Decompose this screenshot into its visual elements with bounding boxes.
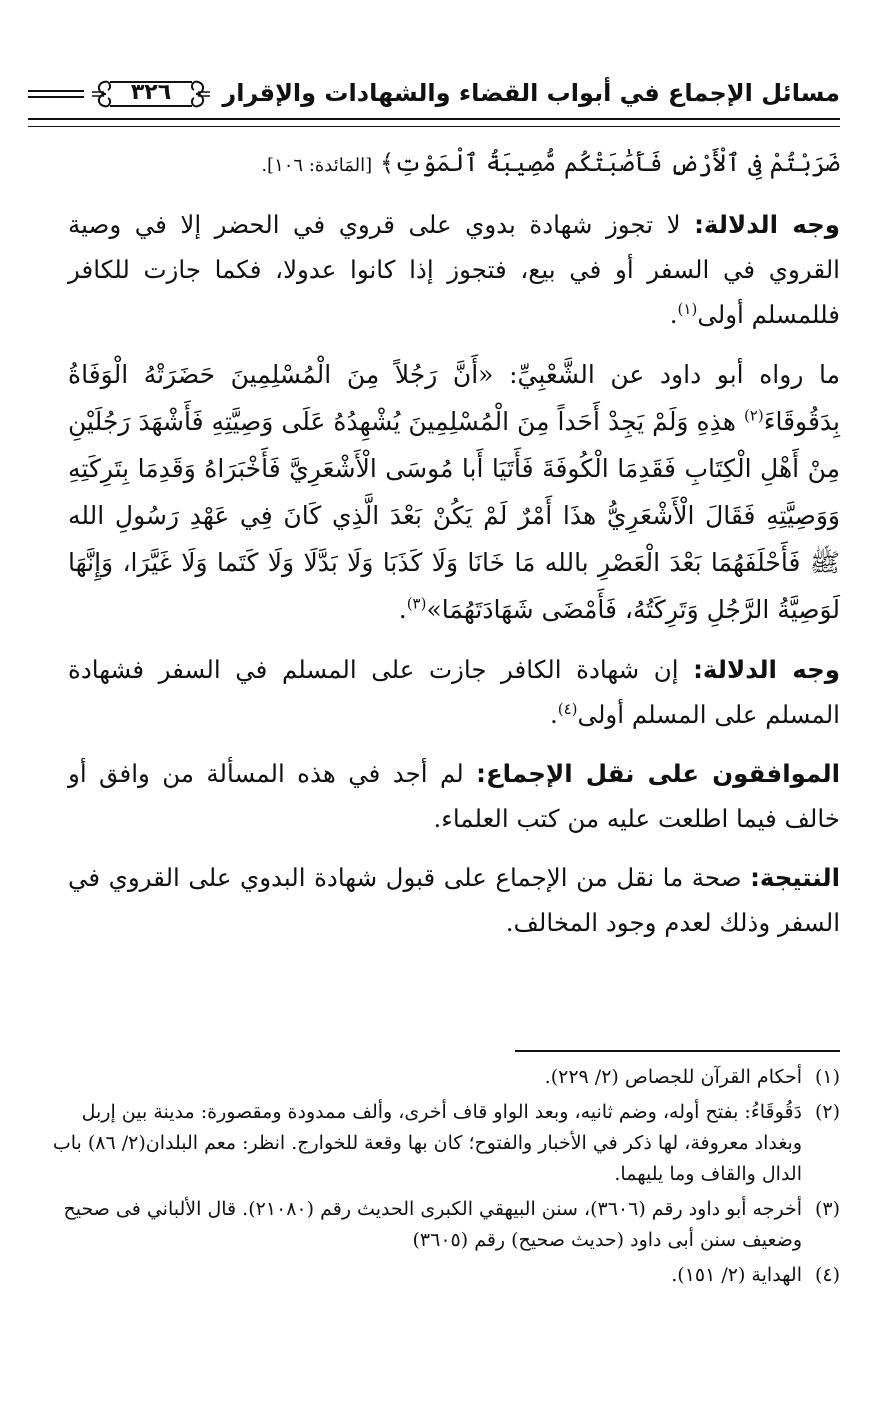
evidence-label: وجه الدلالة: bbox=[694, 210, 840, 239]
paragraph-end: . bbox=[669, 300, 678, 329]
footnote-number: (٣) bbox=[814, 1198, 840, 1220]
footnote-number: (٤) bbox=[814, 1264, 840, 1286]
footnote-number: (٢) bbox=[814, 1101, 840, 1123]
footnote-text: أخرجه أبو داود رقم (٣٦٠٦)، سنن البيهقي الكبرى الحديث رقم (٢١٠٨٠). قال الألباني فى صحيح وضعيف سنن أبى داود (حديث صحيح) رقم (٣٦٠٥) bbox=[63, 1198, 802, 1251]
paragraph-evidence-1 bbox=[68, 202, 840, 337]
footnote-text: أحكام القرآن للجصاص (٢/ ٢٢٩). bbox=[544, 1066, 802, 1088]
paragraph-result bbox=[68, 855, 840, 945]
footnotes bbox=[45, 1062, 840, 1295]
footnote-item bbox=[45, 1097, 840, 1190]
running-title: مسائل الإجماع في أبواب القضاء والشهادات والإقرار bbox=[222, 79, 840, 107]
footnote-item bbox=[45, 1062, 840, 1093]
footnote-marker[interactable]: (٢) bbox=[743, 406, 764, 425]
hadith-text-a: ما رواه أبو داود عن الشَّعْبِيِّ: «أَنَّ رَجُلاً مِنَ الْمُسْلِمِينَ حَضَرَتْهُ الْوَفَاةُ بِدَقُوقَاءَ bbox=[68, 360, 840, 436]
footnote-marker[interactable]: (٣) bbox=[406, 594, 427, 613]
quran-verse-line bbox=[68, 140, 840, 188]
paragraph-agreement bbox=[68, 751, 840, 841]
evidence-label: وجه الدلالة: bbox=[693, 655, 840, 684]
paragraph-text: لا تجوز شهادة بدوي على قروي في الحضر إلا في وصية القروي في السفر أو في بيع، فتجوز إذا كانوا عدولا، فكما جازت للكافر فللمسلم أولى bbox=[68, 210, 840, 329]
footnote-separator bbox=[515, 1050, 840, 1052]
result-label: النتيجة: bbox=[750, 863, 840, 892]
quran-reference: [المَائدة: ١٠٦]. bbox=[261, 155, 373, 176]
hadith-text-b: هذِهِ وَلَمْ يَجِدْ أَحَداً مِنَ الْمُسْلِمِينَ يُشْهِدُهُ عَلَى وَصِيَّتِهِ فَأَشْهَدَ رَجُلَيْنِ مِنْ أَهْلِ الْكِتَابِ فَقَدِمَا الْكُوفَةَ فَأَتَيَا أَبا مُوسَى الْأَشْعَرِيَّ فَأَخْبَرَاهُ وَقَدِمَا بِتَرِكَتِهِ وَوَصِيَّتِهِ فَقَالَ الْأَشْعَرِيُّ هذَا أَمْرٌ لَمْ يَكُنْ بَعْدَ الَّذِي كَانَ فِي عَهْدِ رَسُولِ الله ﷺ فَأَحْلَفَهُمَا بَعْدَ الْعَصْرِ بالله مَا خَانَا وَلَا كَذَبَا وَلَا بَدَّلَا وَلَا كَتَما وَلَا غَيَّرَا، وَإِنَّهَا لَوَصِيَّةُ الرَّجُلِ وَتَرِكَتُهُ، فَأَمْضَى شَهَادَتَهُمَا» bbox=[68, 407, 840, 624]
footnote-text: دَقُوقَاءُ: بفتح أوله، وضم ثانيه، وبعد الواو قاف أخرى، وألف ممدودة ومقصورة: مدينة بين إربل وبغداد معروفة، لها ذكر في الأخبار والفتوح؛ كان بها وقعة للخوارج. انظر: معم البلدان(٢/ ٨٦) باب الدال والقاف وما يليهما. bbox=[52, 1101, 802, 1185]
footnote-text: الهداية (٢/ ١٥١). bbox=[671, 1264, 802, 1286]
page-number-ornament bbox=[92, 76, 210, 112]
paragraph-evidence-2 bbox=[68, 647, 840, 737]
footnote-marker[interactable]: (٤) bbox=[557, 699, 578, 718]
footnote-item bbox=[45, 1194, 840, 1256]
footnote-item bbox=[45, 1260, 840, 1291]
header-left-rule bbox=[28, 90, 84, 98]
paragraph-text: صحة ما نقل من الإجماع على قبول شهادة البدوي على القروي في السفر وذلك لعدم وجود المخالف. bbox=[68, 863, 840, 937]
paragraph-hadith bbox=[68, 351, 840, 633]
agreement-label: الموافقون على نقل الإجماع: bbox=[476, 759, 840, 788]
paragraph-end: . bbox=[398, 595, 407, 624]
quran-text: ضَرَبْتُمْ فِى ٱلْأَرْضِ فَأَصَٰبَتْكُم مُّصِيبَةُ ٱلْمَوْتِ﴾ bbox=[379, 149, 840, 177]
footnote-number: (١) bbox=[814, 1066, 840, 1088]
paragraph-end: . bbox=[549, 700, 558, 729]
footnote-marker[interactable]: (١) bbox=[677, 299, 698, 318]
paragraph-text: لم أجد في هذه المسألة من وافق أو خالف فيما اطلعت عليه من كتب العلماء. bbox=[68, 759, 840, 833]
page-header bbox=[28, 76, 840, 116]
header-double-rule bbox=[28, 118, 840, 127]
page-number: ٣٢٦ bbox=[130, 80, 172, 105]
main-text bbox=[68, 140, 840, 959]
paragraph-text: إن شهادة الكافر جازت على المسلم في السفر فشهادة المسلم على المسلم أولى bbox=[68, 655, 840, 729]
